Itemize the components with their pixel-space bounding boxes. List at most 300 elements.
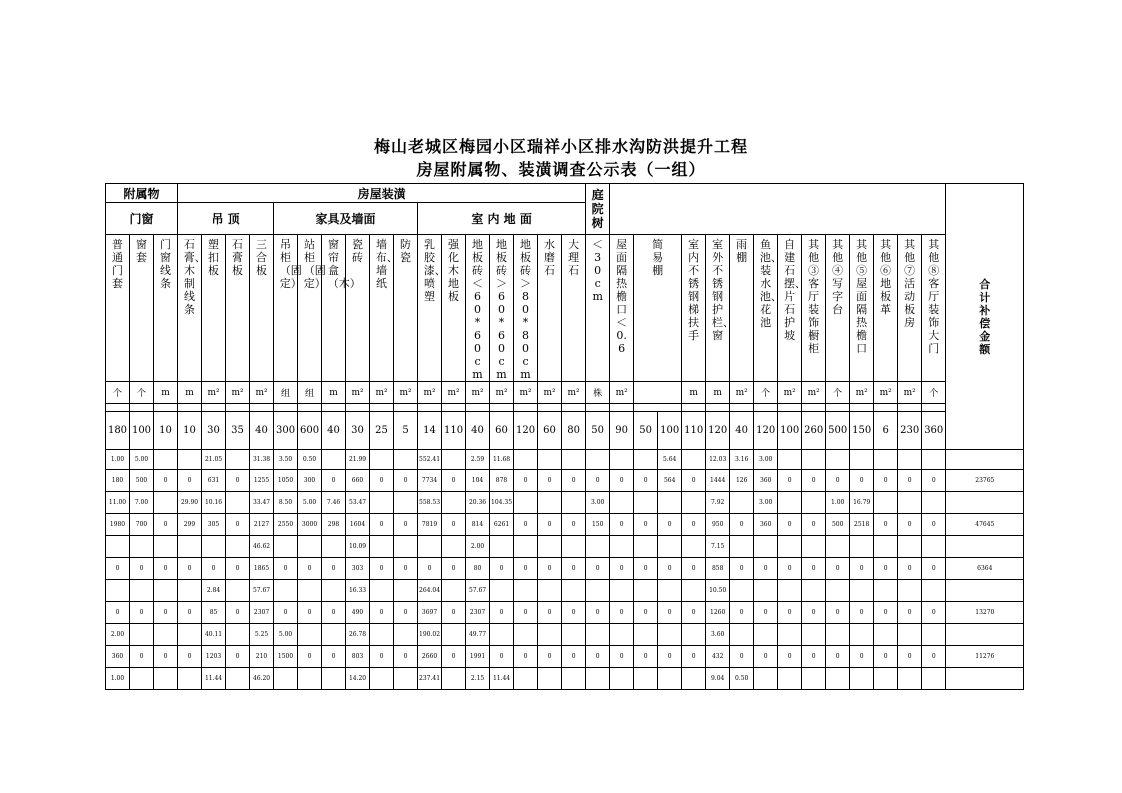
data-cell: 0 <box>442 514 466 536</box>
data-cell: 150 <box>586 514 610 536</box>
data-cell <box>754 580 778 602</box>
data-cell <box>898 492 922 514</box>
data-cell <box>562 536 586 558</box>
data-cell <box>154 492 178 514</box>
column-name: 强化木地板 <box>442 235 466 382</box>
title-line-1: 梅山老城区梅园小区瑞祥小区排水沟防洪提升工程 <box>373 137 748 156</box>
data-cell: 8.50 <box>274 492 298 514</box>
data-cell: 500 <box>130 470 154 492</box>
data-cell: 0 <box>154 602 178 624</box>
group-fushuwu: 附属物 <box>106 184 178 203</box>
data-cell <box>802 492 826 514</box>
data-cell <box>442 668 466 690</box>
data-cell: 0 <box>634 602 658 624</box>
data-cell: 5.00 <box>298 492 322 514</box>
spacer-cell <box>202 404 226 412</box>
data-cell: 11.44 <box>202 668 226 690</box>
data-cell: 7.92 <box>706 492 730 514</box>
data-cell: 858 <box>706 558 730 580</box>
unit-cell: m² <box>874 382 898 404</box>
data-cell <box>298 580 322 602</box>
price-cell: 50 <box>634 412 658 450</box>
unit-cell: m <box>154 382 178 404</box>
data-cell: 2550 <box>274 514 298 536</box>
data-cell <box>322 450 346 470</box>
data-cell <box>586 624 610 646</box>
data-cell: 3697 <box>418 602 442 624</box>
data-cell <box>586 580 610 602</box>
data-cell: 11.44 <box>490 668 514 690</box>
data-cell: 237.41 <box>418 668 442 690</box>
group-menchuang: 门窗 <box>106 203 178 235</box>
column-name: 其他⑤屋面隔热檐口 <box>850 235 874 382</box>
data-cell: 0 <box>298 558 322 580</box>
data-cell: 0 <box>778 646 802 668</box>
data-cell <box>178 450 202 470</box>
data-cell <box>826 580 850 602</box>
data-cell: 14.20 <box>346 668 370 690</box>
data-cell <box>898 624 922 646</box>
data-cell: 2.15 <box>466 668 490 690</box>
data-cell: 299 <box>178 514 202 536</box>
data-cell: 0 <box>178 646 202 668</box>
data-cell: 0 <box>826 470 850 492</box>
data-cell <box>826 668 850 690</box>
data-cell <box>778 668 802 690</box>
table-row <box>106 450 1024 470</box>
data-cell <box>394 624 418 646</box>
unit-cell: 个 <box>106 382 130 404</box>
data-cell: 80 <box>466 558 490 580</box>
data-cell: 0 <box>850 558 874 580</box>
data-cell: 0 <box>538 470 562 492</box>
data-cell <box>898 668 922 690</box>
data-cell: 21.99 <box>346 450 370 470</box>
data-cell: 0 <box>682 514 706 536</box>
data-cell <box>106 580 130 602</box>
data-cell <box>322 624 346 646</box>
spacer-cell <box>778 404 802 412</box>
spacer-cell <box>634 404 682 412</box>
column-name: 其他⑧客厅装饰大门 <box>922 235 946 382</box>
data-cell: 11.00 <box>106 492 130 514</box>
data-cell: 180 <box>106 470 130 492</box>
data-cell <box>514 536 538 558</box>
data-cell: 1260 <box>706 602 730 624</box>
data-cell <box>898 580 922 602</box>
data-cell <box>394 450 418 470</box>
total-header: 合计补偿金额 <box>946 184 1024 450</box>
data-cell: 500 <box>826 514 850 536</box>
data-cell: 558.53 <box>418 492 442 514</box>
column-name: 塑扣板 <box>202 235 226 382</box>
column-name: 室内不锈钢梯扶手 <box>682 235 706 382</box>
data-cell: 3.00 <box>754 492 778 514</box>
price-cell: 120 <box>514 412 538 450</box>
price-cell: 30 <box>346 412 370 450</box>
unit-cell: m² <box>442 382 466 404</box>
data-cell <box>562 668 586 690</box>
data-cell <box>226 536 250 558</box>
data-cell <box>586 536 610 558</box>
data-cell: 631 <box>202 470 226 492</box>
data-cell: 0 <box>442 646 466 668</box>
price-cell: 180 <box>106 412 130 450</box>
spacer-cell <box>706 404 730 412</box>
row-total: 13270 <box>946 602 1024 624</box>
price-cell: 40 <box>466 412 490 450</box>
data-cell <box>922 624 946 646</box>
unit-cell: 组 <box>298 382 322 404</box>
data-cell: 0 <box>226 514 250 536</box>
data-cell: 0 <box>610 646 634 668</box>
unit-cell: 个 <box>130 382 154 404</box>
data-cell <box>658 536 682 558</box>
spacer-cell <box>346 404 370 412</box>
data-cell: 53.47 <box>346 492 370 514</box>
data-cell: 0 <box>730 602 754 624</box>
data-cell: 0 <box>514 470 538 492</box>
data-cell: 0 <box>874 646 898 668</box>
data-cell <box>874 536 898 558</box>
price-cell: 10 <box>178 412 202 450</box>
data-cell: 552.41 <box>418 450 442 470</box>
data-cell <box>778 624 802 646</box>
data-cell: 0 <box>778 470 802 492</box>
data-cell <box>634 536 658 558</box>
table-row <box>106 668 1024 690</box>
data-cell: 16.79 <box>850 492 874 514</box>
data-cell <box>514 580 538 602</box>
data-cell <box>394 492 418 514</box>
data-cell: 0 <box>106 558 130 580</box>
spacer-cell <box>490 404 514 412</box>
spacer-cell <box>850 404 874 412</box>
data-cell: 0 <box>898 602 922 624</box>
data-cell: 1050 <box>274 470 298 492</box>
data-cell: 16.33 <box>346 580 370 602</box>
unit-cell: m² <box>466 382 490 404</box>
price-cell: 300 <box>274 412 298 450</box>
data-cell: 0 <box>898 558 922 580</box>
data-cell: 0 <box>658 558 682 580</box>
data-cell <box>370 536 394 558</box>
data-cell <box>922 668 946 690</box>
data-cell <box>514 450 538 470</box>
column-name: 雨棚 <box>730 235 754 382</box>
data-cell: 0 <box>634 558 658 580</box>
price-cell: 30 <box>202 412 226 450</box>
data-cell: 0 <box>490 558 514 580</box>
row-total <box>946 450 1024 470</box>
data-cell: 104 <box>466 470 490 492</box>
data-cell <box>538 492 562 514</box>
data-cell: 2.00 <box>106 624 130 646</box>
spacer-cell <box>898 404 922 412</box>
spacer-cell <box>466 404 490 412</box>
data-cell: 0 <box>586 470 610 492</box>
spacer-cell <box>514 404 538 412</box>
data-cell: 2127 <box>250 514 274 536</box>
price-cell: 35 <box>226 412 250 450</box>
data-cell: 0 <box>682 470 706 492</box>
data-cell: 1.00 <box>106 668 130 690</box>
data-cell: 0 <box>394 646 418 668</box>
column-name: 瓷砖 <box>346 235 370 382</box>
data-cell: 126 <box>730 470 754 492</box>
data-cell <box>442 450 466 470</box>
data-cell <box>802 536 826 558</box>
column-name: 简易棚 <box>634 235 682 382</box>
column-name: 屋面隔热檐口＜0.6 <box>610 235 634 382</box>
unit-cell: m² <box>394 382 418 404</box>
data-cell <box>178 624 202 646</box>
data-cell: 0 <box>322 646 346 668</box>
data-cell: 0 <box>874 558 898 580</box>
data-cell: 0 <box>370 602 394 624</box>
data-cell: 0 <box>586 558 610 580</box>
data-cell: 0 <box>634 514 658 536</box>
column-name: 大理石 <box>562 235 586 382</box>
data-cell: 0 <box>562 470 586 492</box>
data-cell: 0 <box>922 558 946 580</box>
column-name: 其他⑥地板革 <box>874 235 898 382</box>
data-cell <box>490 580 514 602</box>
data-cell: 0 <box>538 514 562 536</box>
price-cell: 6 <box>874 412 898 450</box>
data-cell <box>442 536 466 558</box>
unit-cell: m² <box>850 382 874 404</box>
price-cell: 10 <box>154 412 178 450</box>
data-cell: 0 <box>658 514 682 536</box>
spacer-cell <box>154 404 178 412</box>
data-cell <box>394 580 418 602</box>
column-name: 窗套 <box>130 235 154 382</box>
column-name: 防瓷 <box>394 235 418 382</box>
data-cell: 5.25 <box>250 624 274 646</box>
data-cell: 0 <box>634 646 658 668</box>
row-total <box>946 668 1024 690</box>
column-name: ＜30cm <box>586 235 610 382</box>
data-cell: 0 <box>898 514 922 536</box>
data-cell <box>370 668 394 690</box>
data-cell: 3.16 <box>730 450 754 470</box>
data-cell <box>874 580 898 602</box>
data-cell: 0 <box>850 646 874 668</box>
data-cell <box>610 580 634 602</box>
data-cell: 7734 <box>418 470 442 492</box>
unit-cell: m² <box>490 382 514 404</box>
data-cell: 0.50 <box>298 450 322 470</box>
data-cell: 0 <box>226 470 250 492</box>
unit-cell: 组 <box>274 382 298 404</box>
group-fangwu-zhuanghuang: 房屋装潢 <box>178 184 586 203</box>
price-cell: 40 <box>322 412 346 450</box>
data-cell: 1604 <box>346 514 370 536</box>
spacer-cell <box>322 404 346 412</box>
data-cell: 360 <box>754 514 778 536</box>
column-name: 三合板 <box>250 235 274 382</box>
data-cell: 1865 <box>250 558 274 580</box>
spacer-cell <box>298 404 322 412</box>
data-cell <box>850 624 874 646</box>
unit-cell: m² <box>202 382 226 404</box>
column-name: 地板砖＜60*60cm <box>466 235 490 382</box>
data-cell: 40.11 <box>202 624 226 646</box>
data-cell: 0 <box>850 602 874 624</box>
data-cell <box>514 624 538 646</box>
data-cell: 0 <box>394 514 418 536</box>
data-cell <box>106 536 130 558</box>
data-cell <box>634 492 658 514</box>
column-name: 自建石摆、片石护坡 <box>778 235 802 382</box>
data-cell: 33.47 <box>250 492 274 514</box>
data-cell: 0 <box>154 646 178 668</box>
data-cell: 0 <box>418 558 442 580</box>
price-cell: 80 <box>562 412 586 450</box>
price-cell: 360 <box>922 412 946 450</box>
spacer-cell <box>178 404 202 412</box>
data-cell: 0 <box>682 646 706 668</box>
data-cell: 85 <box>202 602 226 624</box>
column-name: 地板砖＞80*80cm <box>514 235 538 382</box>
unit-cell: m <box>322 382 346 404</box>
data-cell: 0 <box>370 514 394 536</box>
unit-cell: 个 <box>826 382 850 404</box>
data-cell: 0 <box>802 514 826 536</box>
data-cell: 2660 <box>418 646 442 668</box>
data-cell: 0 <box>154 470 178 492</box>
data-cell <box>226 624 250 646</box>
unit-cell: m² <box>370 382 394 404</box>
survey-table <box>105 183 1024 690</box>
data-cell <box>658 580 682 602</box>
data-cell <box>178 536 202 558</box>
data-cell <box>610 624 634 646</box>
data-cell <box>322 668 346 690</box>
data-cell: 46.20 <box>250 668 274 690</box>
data-cell: 2.59 <box>466 450 490 470</box>
column-name: 室外不锈钢护栏、窗 <box>706 235 730 382</box>
data-cell: 0 <box>538 558 562 580</box>
data-cell: 360 <box>754 470 778 492</box>
data-cell: 10.50 <box>706 580 730 602</box>
unit-cell: 个 <box>754 382 778 404</box>
price-cell: 500 <box>826 412 850 450</box>
data-cell: 57.67 <box>250 580 274 602</box>
data-cell <box>226 580 250 602</box>
data-cell: 5.64 <box>658 450 682 470</box>
data-cell: 104.35 <box>490 492 514 514</box>
spacer-cell <box>442 404 466 412</box>
data-cell: 0 <box>922 470 946 492</box>
data-cell: 0 <box>154 558 178 580</box>
data-cell: 305 <box>202 514 226 536</box>
data-cell: 0 <box>178 558 202 580</box>
data-cell <box>730 624 754 646</box>
spacer-cell <box>610 404 634 412</box>
data-cell: 0 <box>394 558 418 580</box>
spacer-cell <box>754 404 778 412</box>
data-cell <box>370 624 394 646</box>
data-cell: 0 <box>490 646 514 668</box>
table-row <box>106 492 1024 514</box>
data-cell: 0 <box>178 602 202 624</box>
data-cell: 0 <box>826 602 850 624</box>
data-cell: 190.02 <box>418 624 442 646</box>
data-cell <box>778 580 802 602</box>
data-cell: 0 <box>490 602 514 624</box>
data-cell: 0 <box>610 558 634 580</box>
data-cell: 0 <box>658 602 682 624</box>
data-cell <box>634 668 658 690</box>
data-cell: 432 <box>706 646 730 668</box>
price-cell: 50 <box>586 412 610 450</box>
data-cell <box>922 450 946 470</box>
data-cell: 3.50 <box>274 450 298 470</box>
column-name: 其他⑦活动板房 <box>898 235 922 382</box>
data-cell: 0 <box>802 470 826 492</box>
unit-cell: m² <box>898 382 922 404</box>
spacer-cell <box>874 404 898 412</box>
data-cell: 0 <box>778 514 802 536</box>
table-row <box>106 470 1024 492</box>
data-cell <box>274 580 298 602</box>
data-cell <box>778 536 802 558</box>
data-cell: 0 <box>370 646 394 668</box>
data-cell <box>586 668 610 690</box>
data-cell <box>850 668 874 690</box>
data-cell: 0 <box>514 514 538 536</box>
data-cell: 0 <box>514 646 538 668</box>
column-name: 站柜（固定） <box>298 235 322 382</box>
unit-cell: m² <box>514 382 538 404</box>
data-cell <box>322 536 346 558</box>
column-name: 门窗线条 <box>154 235 178 382</box>
data-cell <box>826 624 850 646</box>
row-total: 11276 <box>946 646 1024 668</box>
data-cell: 0 <box>874 602 898 624</box>
data-cell: 0 <box>442 470 466 492</box>
data-cell: 0 <box>514 602 538 624</box>
data-cell: 21.05 <box>202 450 226 470</box>
data-cell: 0 <box>610 470 634 492</box>
data-cell: 10.16 <box>202 492 226 514</box>
data-cell <box>514 668 538 690</box>
data-cell: 0 <box>634 470 658 492</box>
price-cell: 60 <box>538 412 562 450</box>
data-cell <box>826 450 850 470</box>
unit-cell: 个 <box>922 382 946 404</box>
data-cell <box>730 536 754 558</box>
data-cell: 0 <box>778 602 802 624</box>
data-cell <box>178 580 202 602</box>
data-cell: 0 <box>802 558 826 580</box>
data-cell <box>298 624 322 646</box>
data-cell: 0 <box>754 602 778 624</box>
data-cell <box>658 624 682 646</box>
table-row <box>106 602 1024 624</box>
data-cell <box>730 492 754 514</box>
data-cell <box>538 536 562 558</box>
data-cell: 0 <box>178 470 202 492</box>
group-blank <box>610 184 946 235</box>
data-cell: 3.00 <box>754 450 778 470</box>
data-cell <box>682 450 706 470</box>
data-cell: 29.90 <box>178 492 202 514</box>
unit-cell: m <box>706 382 730 404</box>
data-cell <box>178 668 202 690</box>
